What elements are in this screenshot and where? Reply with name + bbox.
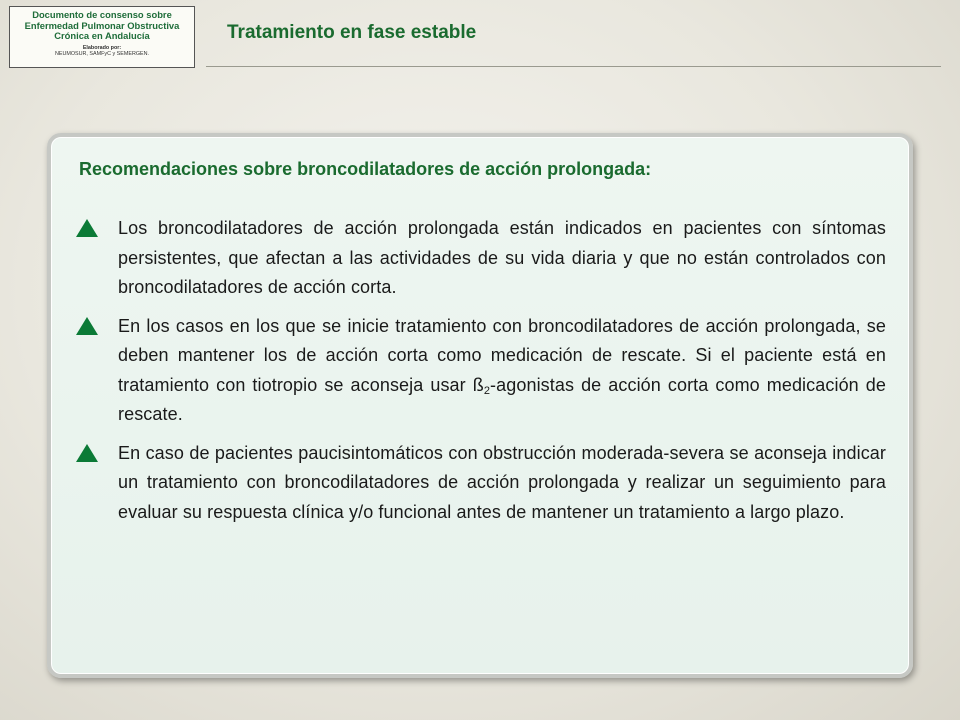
triangle-bullet-icon	[76, 317, 98, 335]
logo-credit-label: Elaborado por:	[82, 44, 122, 51]
logo-line-2: Enfermedad Pulmonar Obstructiva	[24, 19, 180, 31]
triangle-bullet-icon	[76, 219, 98, 237]
subscript: 2	[483, 384, 491, 397]
panel-heading: Recomendaciones sobre broncodilatadores de acción prolongada:	[79, 159, 652, 179]
page-title: Tratamiento en fase estable	[227, 22, 477, 43]
recommendation-item	[76, 312, 886, 430]
recommendation-item	[76, 439, 886, 528]
logo-line-1: Documento de consenso sobre	[32, 9, 172, 20]
recommendation-list	[76, 214, 886, 536]
title-divider	[206, 66, 941, 67]
recommendation-text-part: En los casos en los que se inicie tratamiento con broncodilatadores de acción prolongada, se deben mantener los de acción corta como medicación de rescate. Si el paciente está en tratamiento con tiotropio se aconseja usar ß	[118, 315, 886, 395]
logo-credit-orgs: NEUMOSUR, SAMFyC y SEMERGEN.	[54, 50, 150, 57]
recommendation-text-part: -agonistas de acción corta como medicación de rescate.	[118, 374, 886, 424]
logo-line-3: Crónica en Andalucía	[54, 30, 150, 41]
recommendation-item	[76, 214, 886, 303]
recommendation-text: Los broncodilatadores de acción prolongada están indicados en pacientes con síntomas persistentes, que afectan a las actividades de su vida diaria y que no están controlados con broncodilatadores de acción corta.	[118, 218, 886, 297]
triangle-bullet-icon	[76, 444, 98, 462]
recommendation-text	[118, 312, 886, 430]
recommendation-text: En caso de pacientes paucisintomáticos con obstrucción moderada-severa se aconseja indicar un tratamiento con broncodilatadores de acción prolongada y realizar un seguimiento para evaluar su respuesta clínica y/o funcional antes de mantener un tratamiento a largo plazo.	[118, 442, 886, 522]
document-logo	[9, 6, 195, 68]
